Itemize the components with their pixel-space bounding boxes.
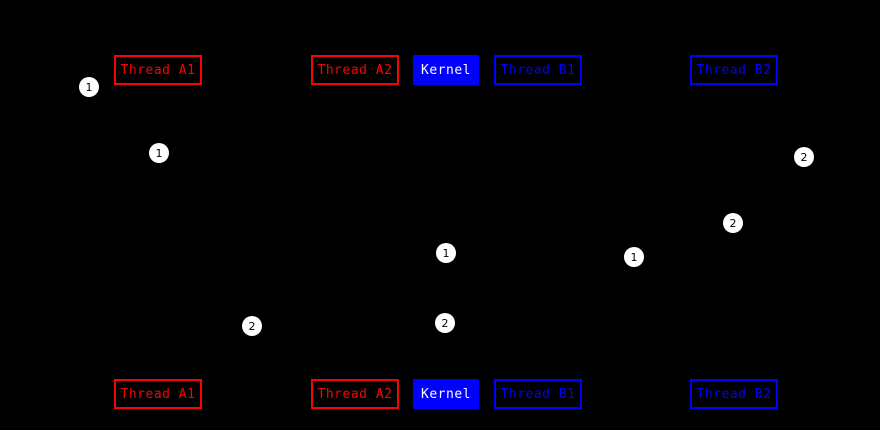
step-badge-label: 2 xyxy=(441,316,449,330)
step-badge xyxy=(79,77,99,97)
step-badge-label: 2 xyxy=(800,150,808,164)
step-badge xyxy=(436,243,456,263)
node-bottom-kernel[interactable] xyxy=(413,379,479,409)
step-badge-label: 1 xyxy=(155,146,163,160)
node-label: Thread A1 xyxy=(120,62,196,78)
node-label: Thread B2 xyxy=(696,386,772,402)
step-badge-label: 1 xyxy=(630,250,638,264)
node-bottom-thread-a1[interactable] xyxy=(114,379,202,409)
node-label: Thread A2 xyxy=(317,62,393,78)
step-badge xyxy=(149,143,169,163)
node-bottom-thread-b2[interactable] xyxy=(690,379,778,409)
node-top-thread-a2[interactable] xyxy=(311,55,399,85)
step-badge-label: 1 xyxy=(85,80,93,94)
step-badge xyxy=(624,247,644,267)
node-label: Thread B2 xyxy=(696,62,772,78)
node-top-thread-a1[interactable] xyxy=(114,55,202,85)
node-top-thread-b1[interactable] xyxy=(494,55,582,85)
node-label: Kernel xyxy=(421,62,471,78)
step-badge xyxy=(794,147,814,167)
node-top-kernel[interactable] xyxy=(413,55,479,85)
node-label: Thread B1 xyxy=(500,386,576,402)
node-label: Thread A2 xyxy=(317,386,393,402)
node-label: Thread B1 xyxy=(500,62,576,78)
node-top-thread-b2[interactable] xyxy=(690,55,778,85)
step-badge-label: 2 xyxy=(729,216,737,230)
step-badge-label: 1 xyxy=(442,246,450,260)
step-badge xyxy=(435,313,455,333)
node-label: Kernel xyxy=(421,386,471,402)
step-badge xyxy=(242,316,262,336)
node-label: Thread A1 xyxy=(120,386,196,402)
step-badge-label: 2 xyxy=(248,319,256,333)
step-badge xyxy=(723,213,743,233)
node-bottom-thread-b1[interactable] xyxy=(494,379,582,409)
node-bottom-thread-a2[interactable] xyxy=(311,379,399,409)
